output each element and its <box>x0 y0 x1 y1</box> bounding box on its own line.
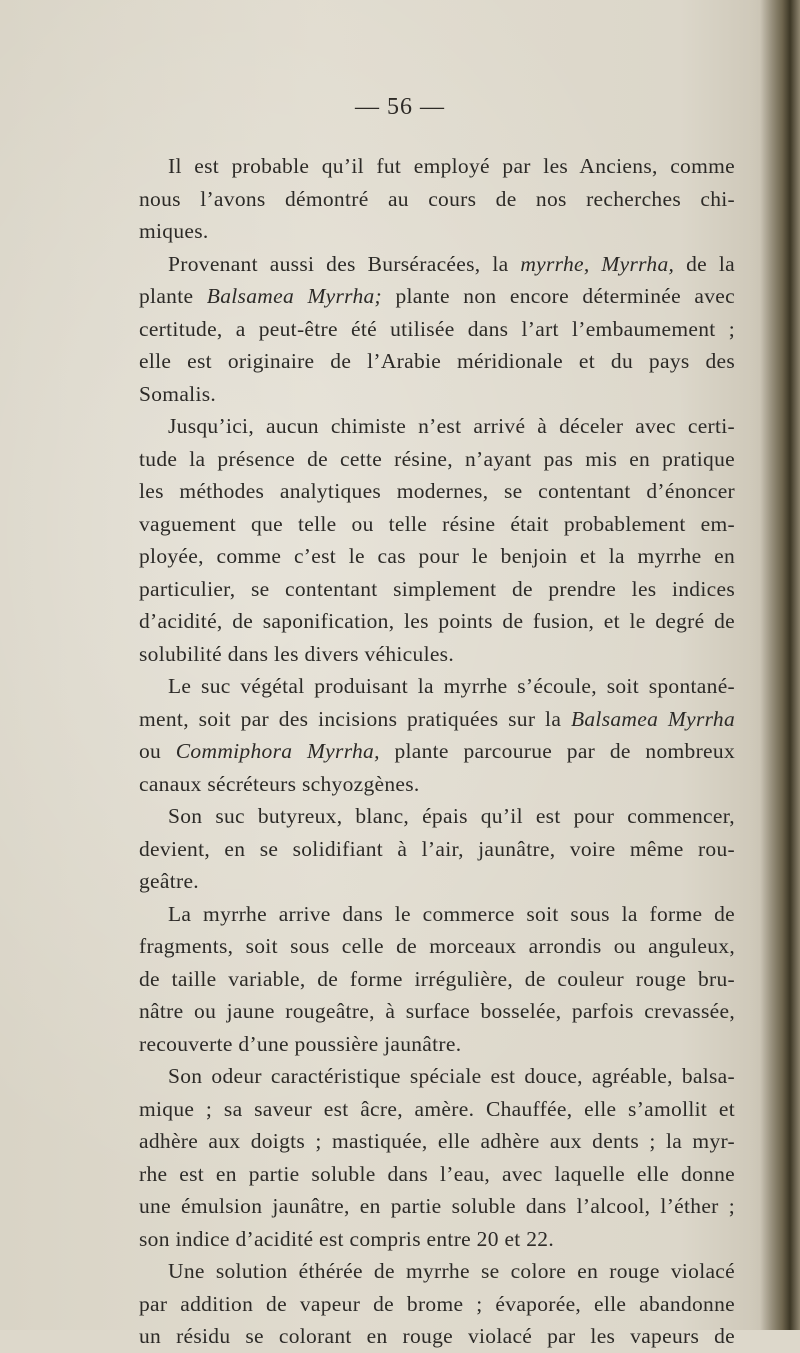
text-segment: plante parcourue par de nombreux <box>379 739 735 763</box>
text-segment: canaux sécréteurs schyozgènes. <box>139 771 420 796</box>
text-line <box>139 1190 735 1223</box>
text-line <box>139 605 735 638</box>
text-line <box>139 833 735 866</box>
text-segment: La myrrhe arrive dans le commerce soit sous la forme de <box>168 901 735 926</box>
text-segment: son indice d’acidité est compris entre 20 et 22. <box>139 1226 555 1251</box>
text-segment: Il est probable qu’il fut employé par les Anciens, comme <box>168 154 735 178</box>
text-segment: elle est originaire de l’Arabie méridionale et du pays des <box>139 349 735 373</box>
text-line <box>139 183 735 216</box>
book-spine-edge <box>760 0 800 1330</box>
text-segment: plante non encore déterminée avec <box>382 284 735 308</box>
italic-term: Balsamea Myrrha; <box>206 284 383 308</box>
text-line <box>139 1093 735 1126</box>
text-line <box>139 1028 735 1061</box>
text-line <box>139 313 735 346</box>
text-line <box>139 1125 735 1158</box>
italic-term: Commiphora Myrrha, <box>175 739 380 763</box>
text-segment: nâtre ou jaune rougeâtre, à surface bosselée, parfois crevassée, <box>139 999 735 1023</box>
text-line <box>139 768 735 801</box>
text-line <box>139 1320 735 1353</box>
text-segment: ployée, comme c’est le cas pour le benjoin et la myrrhe en <box>139 544 735 568</box>
text-segment: Son odeur caractéristique spéciale est douce, agréable, balsa- <box>168 1064 735 1088</box>
text-segment: Somalis. <box>139 381 217 406</box>
text-line <box>139 963 735 996</box>
text-segment: ou <box>139 739 176 763</box>
text-segment: Son suc butyreux, blanc, épais qu’il est pour commencer, <box>168 804 735 828</box>
text-segment: par addition de vapeur de brome ; évaporée, elle abandonne <box>139 1291 735 1316</box>
text-segment: ment, soit par des incisions pratiquées sur la <box>139 706 571 731</box>
text-line <box>139 995 735 1028</box>
text-line <box>139 1060 735 1093</box>
text-line <box>139 670 735 703</box>
italic-term: myrrhe, Myrrha, <box>520 251 675 276</box>
text-segment: une émulsion jaunâtre, en partie soluble dans l’alcool, l’éther ; <box>139 1194 735 1218</box>
text-line <box>139 865 735 898</box>
page-number: — 56 — <box>355 94 445 120</box>
text-line <box>139 280 735 313</box>
text-segment: tude la présence de cette résine, n’ayant pas mis en pratique <box>139 446 735 471</box>
text-segment: Provenant aussi des Burséracées, la <box>168 251 521 276</box>
text-segment: recouverte d’une poussière jaunâtre. <box>139 1031 462 1056</box>
text-segment: adhère aux doigts ; mastiquée, elle adhère aux dents ; la myr- <box>139 1129 735 1153</box>
text-segment: Une solution éthérée de myrrhe se colore en rouge violacé <box>168 1259 735 1283</box>
text-segment: rhe est en partie soluble dans l’eau, avec laquelle elle donne <box>139 1161 735 1186</box>
text-line <box>139 345 735 378</box>
text-line <box>139 573 735 606</box>
text-line <box>139 735 735 768</box>
text-segment: mique ; sa saveur est âcre, amère. Chauffée, elle s’amollit et <box>139 1096 735 1121</box>
text-segment: nous l’avons démontré au cours de nos recherches chi- <box>139 186 735 211</box>
italic-term: Balsamea Myrrha <box>570 706 736 731</box>
text-line <box>139 540 735 573</box>
text-segment: particulier, se contentant simplement de prendre les indices <box>139 576 735 601</box>
text-line <box>139 898 735 931</box>
text-line <box>139 800 735 833</box>
text-segment: Jusqu’ici, aucun chimiste n’est arrivé à déceler avec certi- <box>168 414 735 438</box>
text-line <box>139 703 735 736</box>
text-line <box>139 248 735 281</box>
text-segment: vaguement que telle ou telle résine était probablement em- <box>139 511 735 536</box>
text-line <box>139 1158 735 1191</box>
text-segment: miques. <box>139 219 209 243</box>
text-segment: de taille variable, de forme irrégulière, de couleur rouge bru- <box>139 966 735 991</box>
text-line <box>139 930 735 963</box>
text-line <box>139 410 735 443</box>
text-segment: geâtre. <box>139 869 199 893</box>
text-segment: fragments, soit sous celle de morceaux arrondis ou anguleux, <box>139 934 735 958</box>
text-line <box>139 215 735 248</box>
text-line <box>139 1255 735 1288</box>
text-segment: un résidu se colorant en rouge violacé par les vapeurs de <box>139 1324 735 1348</box>
text-segment: de la <box>674 251 735 276</box>
text-line <box>139 638 735 671</box>
text-segment: plante <box>139 284 207 308</box>
text-line <box>139 1288 735 1321</box>
text-segment: les méthodes analytiques modernes, se contentant d’énoncer <box>139 479 735 503</box>
text-segment: certitude, a peut-être été utilisée dans l’art l’embaumement ; <box>139 316 735 341</box>
text-segment: solubilité dans les divers véhicules. <box>139 641 455 666</box>
body-text <box>139 150 735 1353</box>
text-line <box>139 508 735 541</box>
text-line <box>139 378 735 411</box>
text-line <box>139 150 735 183</box>
text-segment: d’acidité, de saponification, les points de fusion, et le degré de <box>139 609 735 633</box>
text-segment: Le suc végétal produisant la myrrhe s’écoule, soit spontané- <box>168 674 735 698</box>
text-segment: devient, en se solidifiant à l’air, jaunâtre, voire même rou- <box>139 836 735 861</box>
text-line <box>139 475 735 508</box>
text-line <box>139 443 735 476</box>
text-line <box>139 1223 735 1256</box>
